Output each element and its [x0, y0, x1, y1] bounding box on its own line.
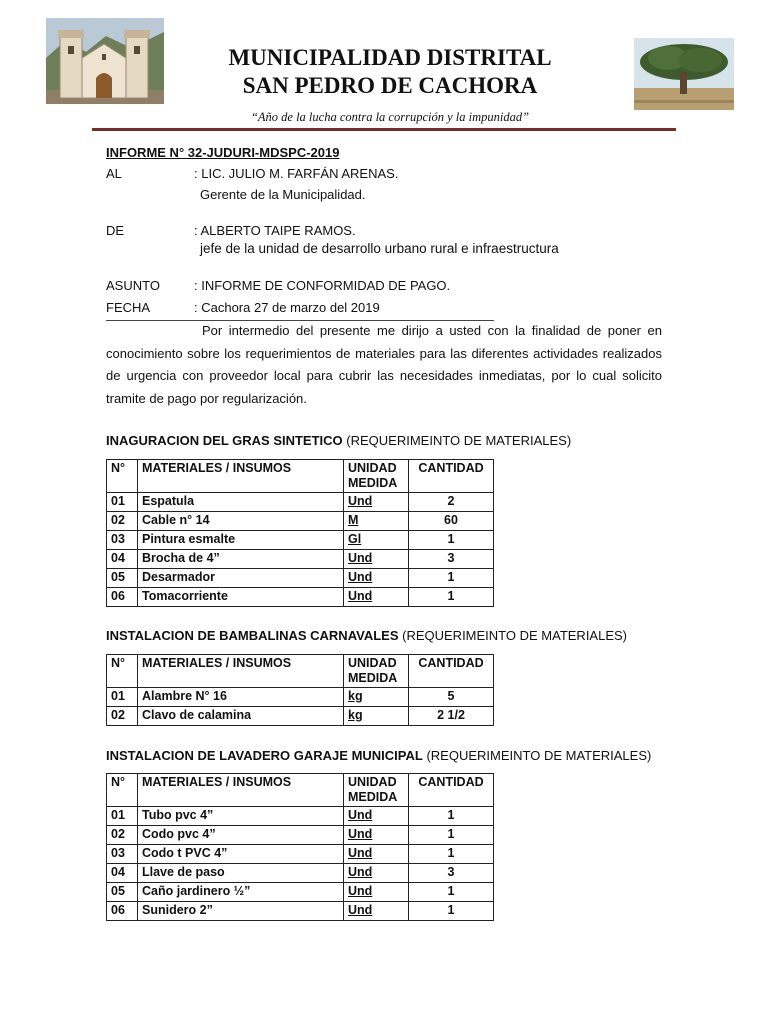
- header-qty: CANTIDAD: [409, 655, 494, 688]
- row-unit: kg: [344, 707, 409, 726]
- materials-table: [106, 654, 494, 726]
- table-row: [107, 883, 494, 902]
- table-header-row: [107, 460, 494, 493]
- header-unit-line1: UNIDAD: [348, 461, 397, 475]
- body-paragraph: Por intermedio del presente me dirijo a usted con la finalidad de poner en conocimiento sobre los requerimientos de materiales para las diferentes actividades realizados de urgencia con proveedor local para cubrir las necesidades inmediatas, por lo cual solicito tramite de pago por regularización.: [106, 323, 662, 406]
- header-qty: CANTIDAD: [409, 460, 494, 493]
- row-material: Tubo pvc 4”: [138, 807, 344, 826]
- row-material: Tomacorriente: [138, 588, 344, 607]
- table-header-row: [107, 774, 494, 807]
- report-number: INFORME N° 32-JUDURI-MDSPC-2019: [106, 145, 340, 160]
- row-unit: M: [344, 512, 409, 531]
- row-unit: Und: [344, 588, 409, 607]
- row-number: 04: [107, 550, 138, 569]
- row-quantity: 60: [409, 512, 494, 531]
- from-name: : ALBERTO TAIPE RAMOS.: [194, 223, 356, 238]
- section-suffix: (REQUERIMEINTO DE MATERIALES): [402, 628, 628, 643]
- row-quantity: 1: [409, 845, 494, 864]
- row-quantity: 1: [409, 826, 494, 845]
- header-unit: [344, 655, 409, 688]
- section-title: [106, 433, 571, 448]
- materials-table: [106, 459, 494, 607]
- row-number: 01: [107, 807, 138, 826]
- table-row: [107, 707, 494, 726]
- row-unit: Und: [344, 845, 409, 864]
- header-material: MATERIALES / INSUMOS: [138, 460, 344, 493]
- row-quantity: 5: [409, 688, 494, 707]
- table-row: [107, 688, 494, 707]
- row-material: Alambre N° 16: [138, 688, 344, 707]
- table-row: [107, 550, 494, 569]
- header-unit-line2: MEDIDA: [348, 790, 398, 804]
- row-quantity: 1: [409, 531, 494, 550]
- row-material: Cable n° 14: [138, 512, 344, 531]
- row-quantity: 1: [409, 807, 494, 826]
- church-logo-image: [46, 18, 164, 104]
- row-quantity: 1: [409, 569, 494, 588]
- section-name: INSTALACION DE BAMBALINAS CARNAVALES: [106, 628, 399, 643]
- municipality-title: MUNICIPALIDAD DISTRITAL: [228, 45, 552, 70]
- section-suffix: (REQUERIMEINTO DE MATERIALES): [426, 748, 652, 763]
- header-material: MATERIALES / INSUMOS: [138, 774, 344, 807]
- row-unit: Und: [344, 902, 409, 921]
- row-number: 02: [107, 707, 138, 726]
- header-unit-line2: MEDIDA: [348, 671, 398, 685]
- section-name: INAGURACION DEL GRAS SINTETICO: [106, 433, 343, 448]
- row-number: 06: [107, 588, 138, 607]
- date-value: : Cachora 27 de marzo del 2019: [194, 300, 380, 315]
- section-name: INSTALACION DE LAVADERO GARAJE MUNICIPAL: [106, 748, 423, 763]
- table-row: [107, 493, 494, 512]
- row-number: 03: [107, 845, 138, 864]
- row-unit: Und: [344, 807, 409, 826]
- row-number: 04: [107, 864, 138, 883]
- row-unit: Und: [344, 569, 409, 588]
- header-unit-line1: UNIDAD: [348, 656, 397, 670]
- row-unit: Und: [344, 826, 409, 845]
- row-material: Pintura esmalte: [138, 531, 344, 550]
- row-material: Brocha de 4”: [138, 550, 344, 569]
- header-num: N°: [107, 655, 138, 688]
- table-row: [107, 826, 494, 845]
- table-row: [107, 902, 494, 921]
- row-number: 05: [107, 883, 138, 902]
- row-material: Codo t PVC 4”: [138, 845, 344, 864]
- row-unit: Und: [344, 550, 409, 569]
- row-material: Espatula: [138, 493, 344, 512]
- from-label: DE: [106, 223, 125, 238]
- row-quantity: 2 1/2: [409, 707, 494, 726]
- row-number: 05: [107, 569, 138, 588]
- table-row: [107, 845, 494, 864]
- row-quantity: 3: [409, 864, 494, 883]
- section-title: [106, 628, 627, 643]
- to-role: Gerente de la Municipalidad.: [200, 187, 366, 202]
- row-quantity: 1: [409, 902, 494, 921]
- municipality-subtitle: SAN PEDRO DE CACHORA: [242, 73, 538, 98]
- row-number: 06: [107, 902, 138, 921]
- section-title: [106, 748, 651, 763]
- row-material: Clavo de calamina: [138, 707, 344, 726]
- year-motto: “Año de la lucha contra la corrupción y la impunidad”: [250, 110, 530, 124]
- row-number: 02: [107, 512, 138, 531]
- materials-table: [106, 773, 494, 921]
- row-unit: kg: [344, 688, 409, 707]
- tree-logo-image: [634, 38, 734, 110]
- row-quantity: 2: [409, 493, 494, 512]
- row-quantity: 3: [409, 550, 494, 569]
- row-unit: Gl: [344, 531, 409, 550]
- table-row: [107, 512, 494, 531]
- header-unit: [344, 774, 409, 807]
- subject-label: ASUNTO: [106, 278, 160, 293]
- to-label: AL: [106, 166, 122, 181]
- row-material: Sunidero 2”: [138, 902, 344, 921]
- row-unit: Und: [344, 493, 409, 512]
- table-row: [107, 864, 494, 883]
- row-number: 01: [107, 688, 138, 707]
- date-label: FECHA: [106, 300, 151, 315]
- row-material: Caño jardinero ½”: [138, 883, 344, 902]
- table-row: [107, 807, 494, 826]
- table-header-row: [107, 655, 494, 688]
- row-number: 03: [107, 531, 138, 550]
- header-num: N°: [107, 460, 138, 493]
- row-number: 02: [107, 826, 138, 845]
- subject-value: : INFORME DE CONFORMIDAD DE PAGO.: [194, 278, 451, 293]
- section-suffix: (REQUERIMEINTO DE MATERIALES): [346, 433, 572, 448]
- header-unit: [344, 460, 409, 493]
- row-quantity: 1: [409, 883, 494, 902]
- to-name: : LIC. JULIO M. FARFÁN ARENAS.: [194, 166, 399, 181]
- row-material: Llave de paso: [138, 864, 344, 883]
- row-material: Codo pvc 4”: [138, 826, 344, 845]
- from-role: jefe de la unidad de desarrollo urbano rural e infraestructura: [200, 241, 559, 256]
- row-unit: Und: [344, 864, 409, 883]
- table-row: [107, 569, 494, 588]
- table-row: [107, 588, 494, 607]
- header-num: N°: [107, 774, 138, 807]
- header-unit-line2: MEDIDA: [348, 476, 398, 490]
- row-material: Desarmador: [138, 569, 344, 588]
- row-unit: Und: [344, 883, 409, 902]
- header-material: MATERIALES / INSUMOS: [138, 655, 344, 688]
- header-qty: CANTIDAD: [409, 774, 494, 807]
- table-row: [107, 531, 494, 550]
- row-number: 01: [107, 493, 138, 512]
- header-divider: [92, 128, 676, 131]
- row-quantity: 1: [409, 588, 494, 607]
- header-unit-line1: UNIDAD: [348, 775, 397, 789]
